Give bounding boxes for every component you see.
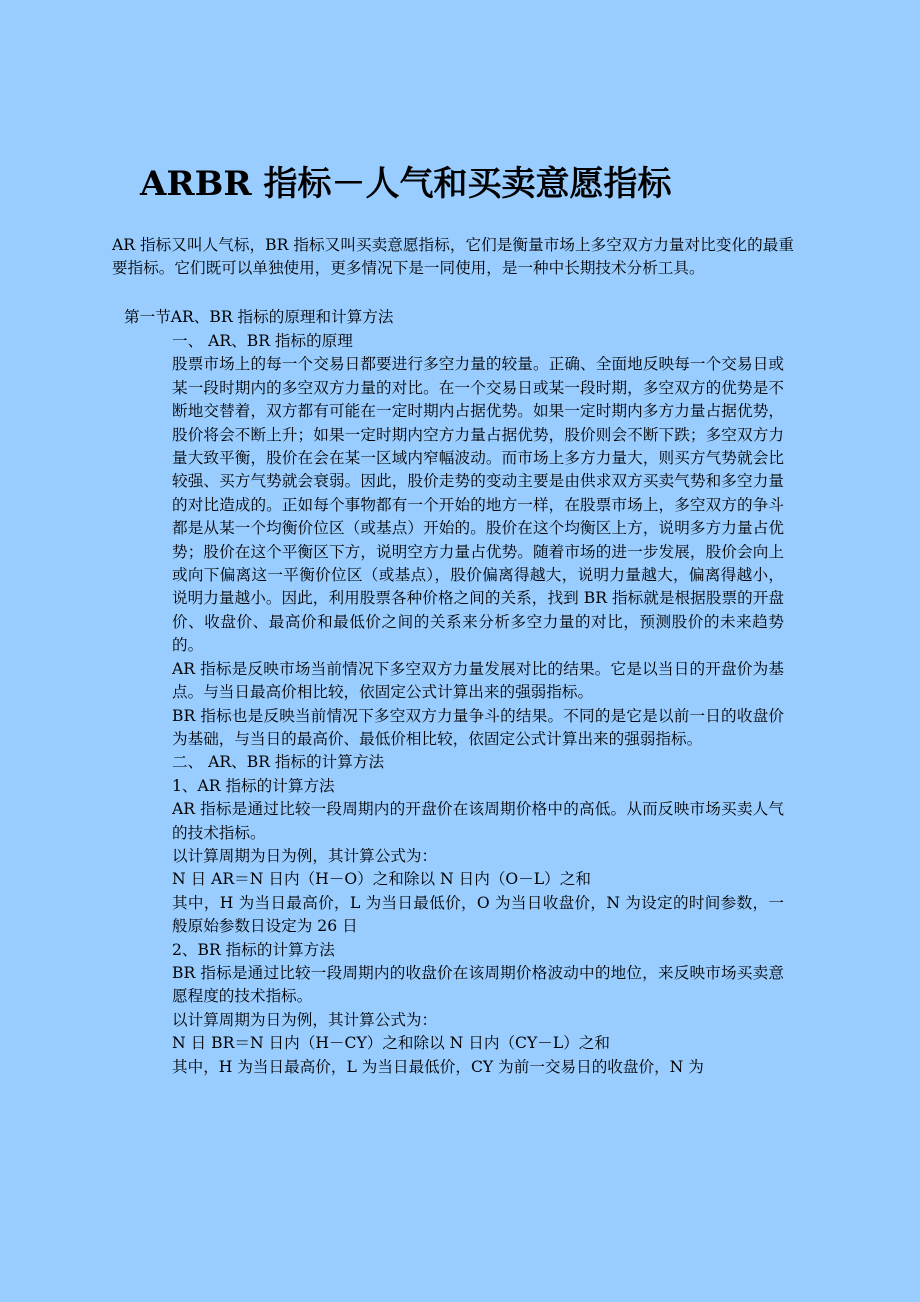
- ar-formula: N 日 AR＝N 日内（H－O）之和除以 N 日内（O－L）之和: [172, 870, 591, 889]
- br-formula-note: 其中，H 为当日最高价，L 为当日最低价，CY 为前一交易日的收盘价，N 为: [172, 1057, 704, 1076]
- br-formula-intro: 以计算周期为日为例，其计算公式为：: [172, 1010, 438, 1029]
- ar-calc-heading: 1、AR 指标的计算方法: [172, 776, 335, 795]
- document-title: ARBR 指标－人气和买卖意愿指标: [140, 164, 672, 204]
- ar-principle-paragraph: AR 指标是反映市场当前情况下多空双方力量发展对比的结果。它是以当日的开盘价为基点。与当日最高价相比较，依固定公式计算出来的强弱指标。: [172, 659, 784, 702]
- ar-formula-intro: 以计算周期为日为例，其计算公式为：: [172, 846, 438, 865]
- br-calc-heading: 2、BR 指标的计算方法: [172, 940, 335, 959]
- br-formula: N 日 BR＝N 日内（H－CY）之和除以 N 日内（CY－L）之和: [172, 1034, 611, 1053]
- part2-heading: 二、 AR、BR 指标的计算方法: [172, 753, 385, 772]
- section-heading: 第一节AR、BR 指标的原理和计算方法: [124, 308, 394, 326]
- br-principle-paragraph: BR 指标也是反映当前情况下多空双方力量争斗的结果。不同的是它是以前一日的收盘价为基础，与当日的最高价、最低价相比较，依固定公式计算出来的强弱指标。: [172, 706, 784, 748]
- principle-paragraph: 股票市场上的每一个交易日都要进行多空力量的较量。正确、全面地反映每一个交易日或某一段时期内的多空双方力量的对比。在一个交易日或某一段时期，多空双方的优势是不断地交替着，双方都有可能在一定时期内占据优势。如果一定时期内多方力量占据优势，股价将会不断上升；如果一定时期内空方力量占据优势，股价则会不断下跌；多空双方力量大致平衡，股价在会在某一区域内窄幅波动。而市场上多方力量大，则买方气势就会比较强、买方气势就会衰弱。因此，股价走势的变动主要是由供求双方买卖气势和多空力量的对比造成的。正如每个事物都有一个开始的地方一样，在股票市场上，多空双方的争斗都是从某一个均衡价位区（或基点）开始的。股价在这个均衡区上方，说明多方力量占优势；股价在这个平衡区下方，说明空方力量占优势。随着市场的进一步发展，股价会向上或向下偏离这一平衡价位区（或基点），股价偏离得越大，说明力量越大，偏离得越小，说明力量越小。因此，利用股票各种价格之间的关系，找到 BR 指标就是根据股票的开盘价、收盘价、最高价和最低价之间的关系来分析多空力量的对比，预测股价的未来趋势的。: [172, 355, 784, 655]
- ar-formula-note: 其中，H 为当日最高价，L 为当日最低价，O 为当日收盘价，N 为设定的时间参数，一般原始参数日设定为 26 日: [172, 893, 784, 936]
- part1-heading: 一、 AR、BR 指标的原理: [172, 332, 353, 350]
- document-body: [172, 330, 784, 1079]
- ar-calc-description: AR 指标是通过比较一段周期内的开盘价在该周期价格中的高低。从而反映市场买卖人气的技术指标。: [172, 800, 784, 842]
- intro-paragraph: AR 指标又叫人气标，BR 指标又叫买卖意愿指标，它们是衡量市场上多空双方力量对比变化的最重要指标。它们既可以单独使用，更多情况下是一同使用，是一种中长期技术分析工具。: [112, 236, 794, 278]
- br-calc-description: BR 指标是通过比较一段周期内的收盘价在该周期价格波动中的地位，来反映市场买卖意愿程度的技术指标。: [172, 963, 784, 1006]
